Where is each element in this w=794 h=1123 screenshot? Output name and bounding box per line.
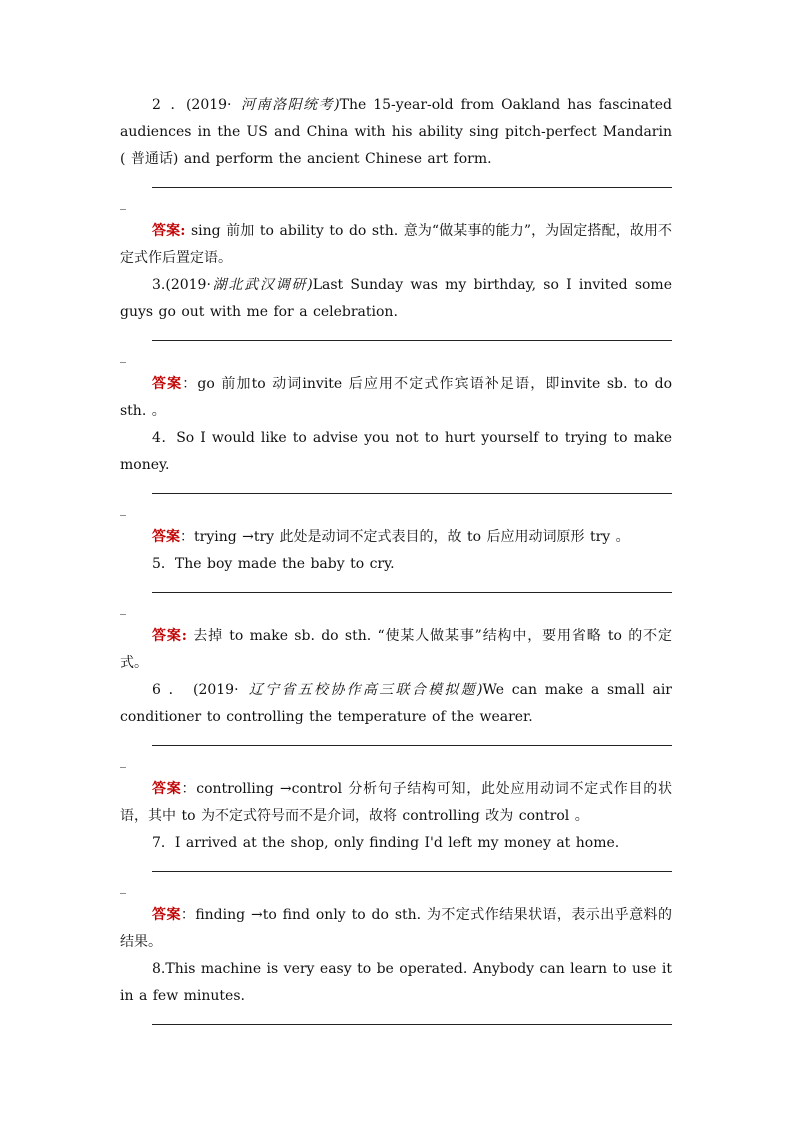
exercise-page — [120, 92, 672, 1025]
answer-label: 答案 — [152, 907, 181, 923]
question-text: 8.This machine is very easy to be operated. Anybody can learn to use it in a few minutes. — [120, 961, 672, 1004]
question-number: 2 — [152, 97, 161, 113]
question-item-4 — [120, 425, 672, 551]
question-text: 6 ． (2019· 辽宁省五校协作高三联合模拟题)We can make a small air conditioner to controlling the temperature of the wearer. — [120, 682, 673, 725]
question-text: 7．I arrived at the shop, only finding I'd left my money at home. — [152, 835, 620, 851]
blank-mark: _ — [120, 601, 126, 615]
blank-mark: _ — [120, 502, 126, 516]
question-number: 8 — [152, 961, 161, 977]
question-number: 7 — [152, 835, 161, 851]
answer-line[interactable] — [152, 479, 672, 494]
answer-text: 答案: sing 前加 to ability to do sth. 意为“做某事的能力”，为固定搭配，故用不定式作后置定语。 — [120, 223, 673, 266]
question-number: 5 — [152, 556, 161, 572]
question-item-6 — [120, 677, 672, 830]
question-source: 辽宁省五校协作高三联合模拟题) — [246, 682, 483, 698]
answer-text: 答案：finding →to find only to do sth. 为不定式作结果状语，表示出乎意料的结果。 — [120, 907, 672, 950]
answer-line[interactable] — [152, 731, 672, 746]
question-number: 6 — [152, 682, 161, 698]
blank-mark: _ — [120, 349, 126, 363]
answer-label: 答案: — [152, 223, 186, 239]
answer-line[interactable] — [152, 1010, 672, 1025]
blank-mark: _ — [120, 754, 126, 768]
question-number: 3 — [152, 277, 161, 293]
answer-text: 答案：trying →try 此处是动词不定式表目的，故 to 后应用动词原形 try 。 — [152, 529, 630, 545]
question-item-5 — [120, 551, 672, 677]
answer-label: 答案 — [152, 781, 182, 797]
answer-line[interactable] — [152, 578, 672, 593]
answer-label: 答案: — [152, 628, 187, 644]
question-text: 3.(2019·湖北武汉调研)Last Sunday was my birthday, so I invited some guys go out with me for a celebration. — [120, 277, 672, 320]
blank-mark: _ — [120, 880, 126, 894]
answer-line[interactable] — [152, 173, 672, 188]
question-text: 5．The boy made the baby to cry. — [152, 556, 395, 572]
answer-text: 答案: 去掉 to make sb. do sth. “使某人做某事”结构中，要用省略 to 的不定式。 — [120, 628, 672, 671]
question-source: 河南洛阳统考) — [239, 97, 340, 113]
answer-label: 答案 — [152, 529, 180, 545]
question-text: 4．So I would like to advise you not to hurt yourself to trying to make money. — [120, 430, 672, 473]
question-text: 2 ．(2019· 河南洛阳统考)The 15-year-old from Oakland has fascinated audiences in the US and China with his ability sing pitch-perfect Mandarin ( 普通话) and perform the ancient Chinese art form. — [120, 97, 672, 167]
answer-text: 答案：controlling →control 分析句子结构可知，此处应用动词不定式作目的状语，其中 to 为不定式符号而不是介词，故将 controlling 改为 control 。 — [120, 781, 672, 824]
question-item-8 — [120, 956, 672, 1025]
answer-line[interactable] — [152, 326, 672, 341]
blank-mark: _ — [120, 196, 126, 210]
question-source: 湖北武汉调研) — [210, 277, 313, 293]
question-item-3 — [120, 272, 672, 425]
answer-line[interactable] — [152, 857, 672, 872]
question-number: 4 — [152, 430, 161, 446]
question-item-2 — [120, 92, 672, 272]
answer-label: 答案 — [152, 376, 183, 392]
question-item-7 — [120, 830, 672, 956]
answer-text: 答案：go 前加to 动词invite 后应用不定式作宾语补足语，即invite sb. to do sth. 。 — [120, 376, 673, 419]
